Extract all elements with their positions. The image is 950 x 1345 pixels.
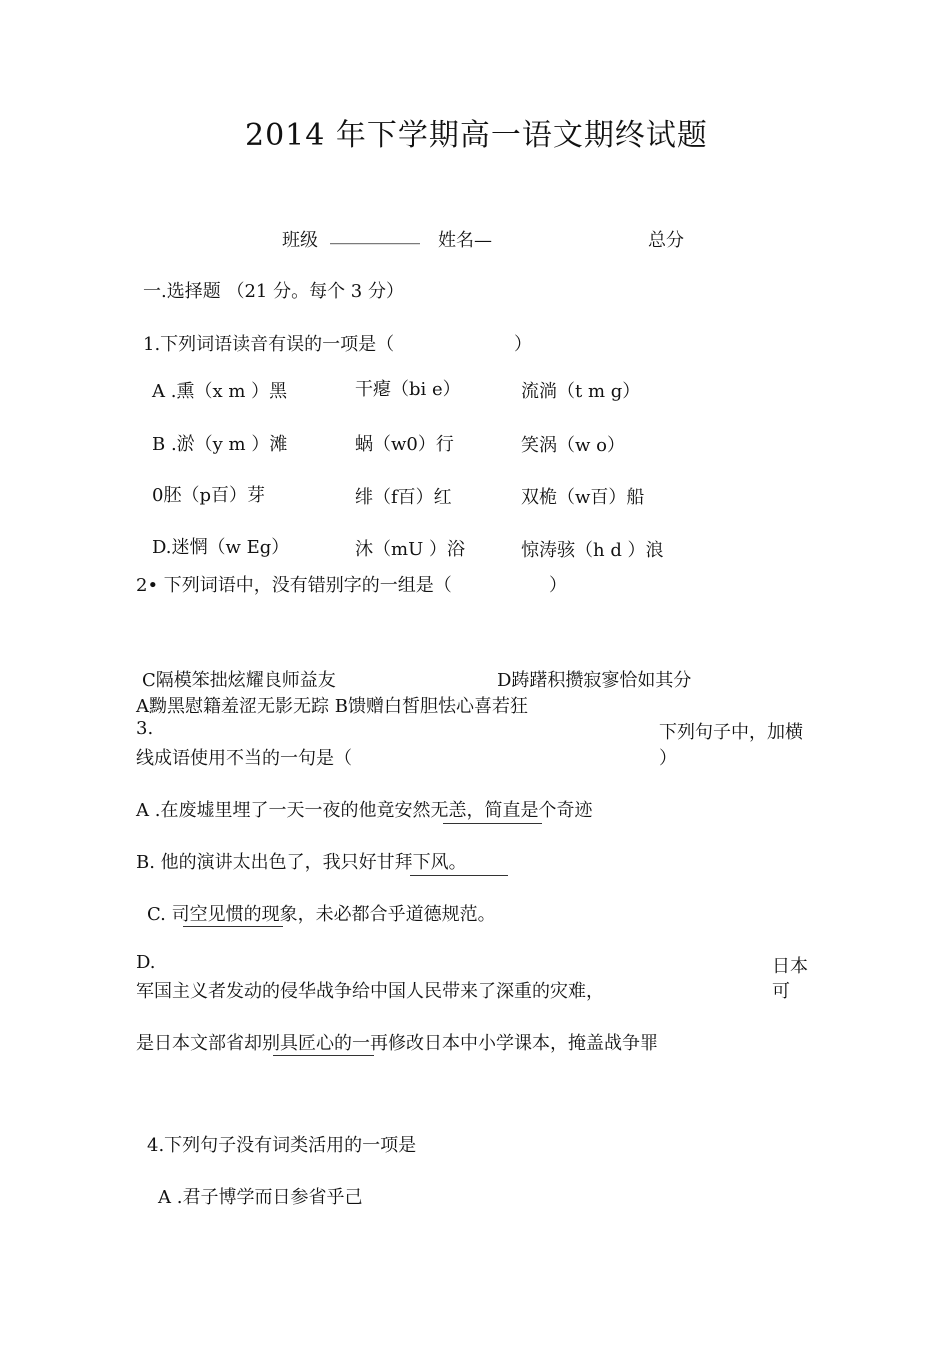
q3-option-a-underline [443, 823, 542, 824]
q1-option-a-3: 流淌（t m g） [521, 381, 641, 402]
q3-option-c: C. 司空见惯的现象，未必都合乎道德规范。 [147, 904, 496, 925]
q2-option-ab: A黝黑慰籍羞涩无影无踪 B馈赠白皙胆怯心喜若狂 [136, 696, 528, 717]
section-heading: 一.选择题 （21 分。每个 3 分） [143, 281, 404, 302]
q1-option-d-1: D.迷惘（w Eg） [152, 537, 290, 558]
q3-option-b: B. 他的演讲太出色了，我只好甘拜下风。 [136, 852, 467, 873]
q2-option-c: C隔模笨拙炫耀良师益友 [142, 670, 336, 691]
q2-option-d: D踌躇积攒寂寥恰如其分 [497, 670, 692, 691]
q3-option-d-line2: 是日本文部省却别具匠心的一再修改日本中小学课本，掩盖战争罪 [136, 1033, 658, 1054]
q4-stem: 4.下列句子没有词类活用的一项是 [147, 1135, 417, 1156]
q4-option-a: A .君子博学而日参省乎己 [158, 1187, 363, 1208]
page-title: 2014 年下学期高一语文期终试题 [245, 118, 708, 153]
q1-stem: 1.下列词语读音有误的一项是（ [143, 334, 395, 355]
q3-stem-line2: 线成语使用不当的一句是（ [136, 748, 352, 769]
q2-stem: 2• 下列词语中，没有错别字的一组是（ [136, 575, 452, 596]
q3-close: ） [659, 748, 677, 769]
q1-option-c-2: 绯（f百）红 [355, 487, 452, 508]
class-blank: __________ [330, 224, 420, 245]
q2-close: ） [549, 575, 567, 596]
q3-option-d-right1: 日本 [772, 956, 808, 977]
q1-option-c-1: 0胚（p百）芽 [152, 485, 265, 506]
q1-option-d-3: 惊涛骇（h d ）浪 [521, 540, 664, 561]
q1-option-b-2: 蜗（w0）行 [355, 434, 454, 455]
q3-option-d-underline [273, 1055, 374, 1056]
q3-stem-right: 下列句子中，加横 [659, 722, 803, 743]
q1-option-a-2: 干瘪（bi e） [355, 379, 461, 400]
q3-option-d-label: D. [136, 952, 156, 973]
q1-option-b-3: 笑涡（w o） [521, 435, 625, 456]
q1-option-b-1: B .淤（y m ）滩 [152, 434, 288, 455]
total-label: 总分 [648, 230, 684, 251]
q3-option-c-underline [183, 926, 283, 927]
q1-close: ） [514, 334, 532, 355]
q3-option-d-line1: 军国主义者发动的侵华战争给中国人民带来了深重的灾难， [136, 981, 604, 1002]
q3-option-b-underline [410, 875, 508, 876]
name-label: 姓名— [438, 230, 492, 251]
q1-option-a-1: A .熏（x m ）黑 [152, 381, 288, 402]
q1-option-d-2: 沐（mU ）浴 [355, 539, 465, 560]
q1-option-c-3: 双桅（w百）船 [521, 487, 645, 508]
q3-number: 3. [136, 718, 154, 739]
q3-option-d-right2: 可 [772, 981, 790, 1002]
q3-option-a: A .在废墟里埋了一天一夜的他竟安然无恙，简直是个奇迹 [136, 800, 593, 821]
class-label: 班级 [282, 230, 318, 251]
